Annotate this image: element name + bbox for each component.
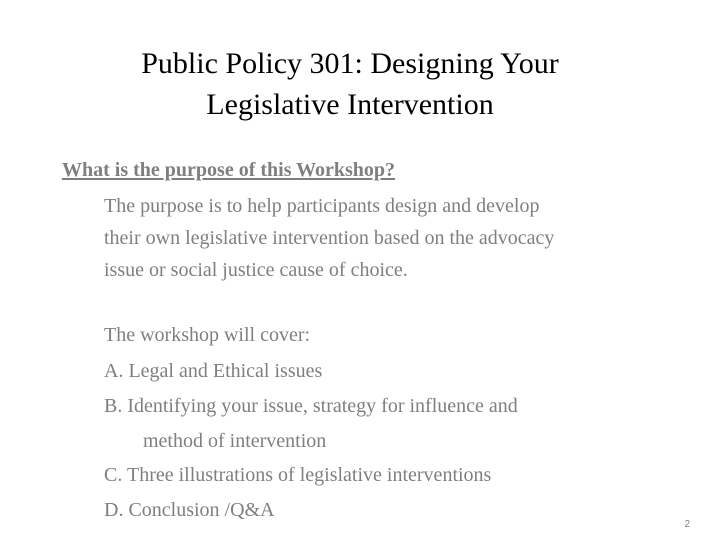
cover-item-a: A. Legal and Ethical issues <box>104 360 323 382</box>
cover-item-d: D. Conclusion /Q&A <box>104 499 275 521</box>
purpose-line-1: The purpose is to help participants design and develop <box>104 195 540 217</box>
slide-title-line-2: Legislative Intervention <box>206 88 494 121</box>
workshop-purpose-question: What is the purpose of this Workshop? <box>62 159 396 181</box>
cover-item-b: B. Identifying your issue, strategy for influence and <box>104 395 518 417</box>
purpose-line-2: their own legislative intervention based on the advocacy <box>104 227 555 249</box>
slide-title <box>70 43 630 125</box>
slide-title-line-1: Public Policy 301: Designing Your <box>141 47 559 80</box>
cover-intro: The workshop will cover: <box>104 324 311 346</box>
cover-item-b-continuation: method of intervention <box>143 430 327 452</box>
purpose-line-3: issue or social justice cause of choice. <box>104 259 408 281</box>
slide-number: 2 <box>684 519 690 530</box>
cover-item-c: C. Three illustrations of legislative interventions <box>104 464 492 486</box>
